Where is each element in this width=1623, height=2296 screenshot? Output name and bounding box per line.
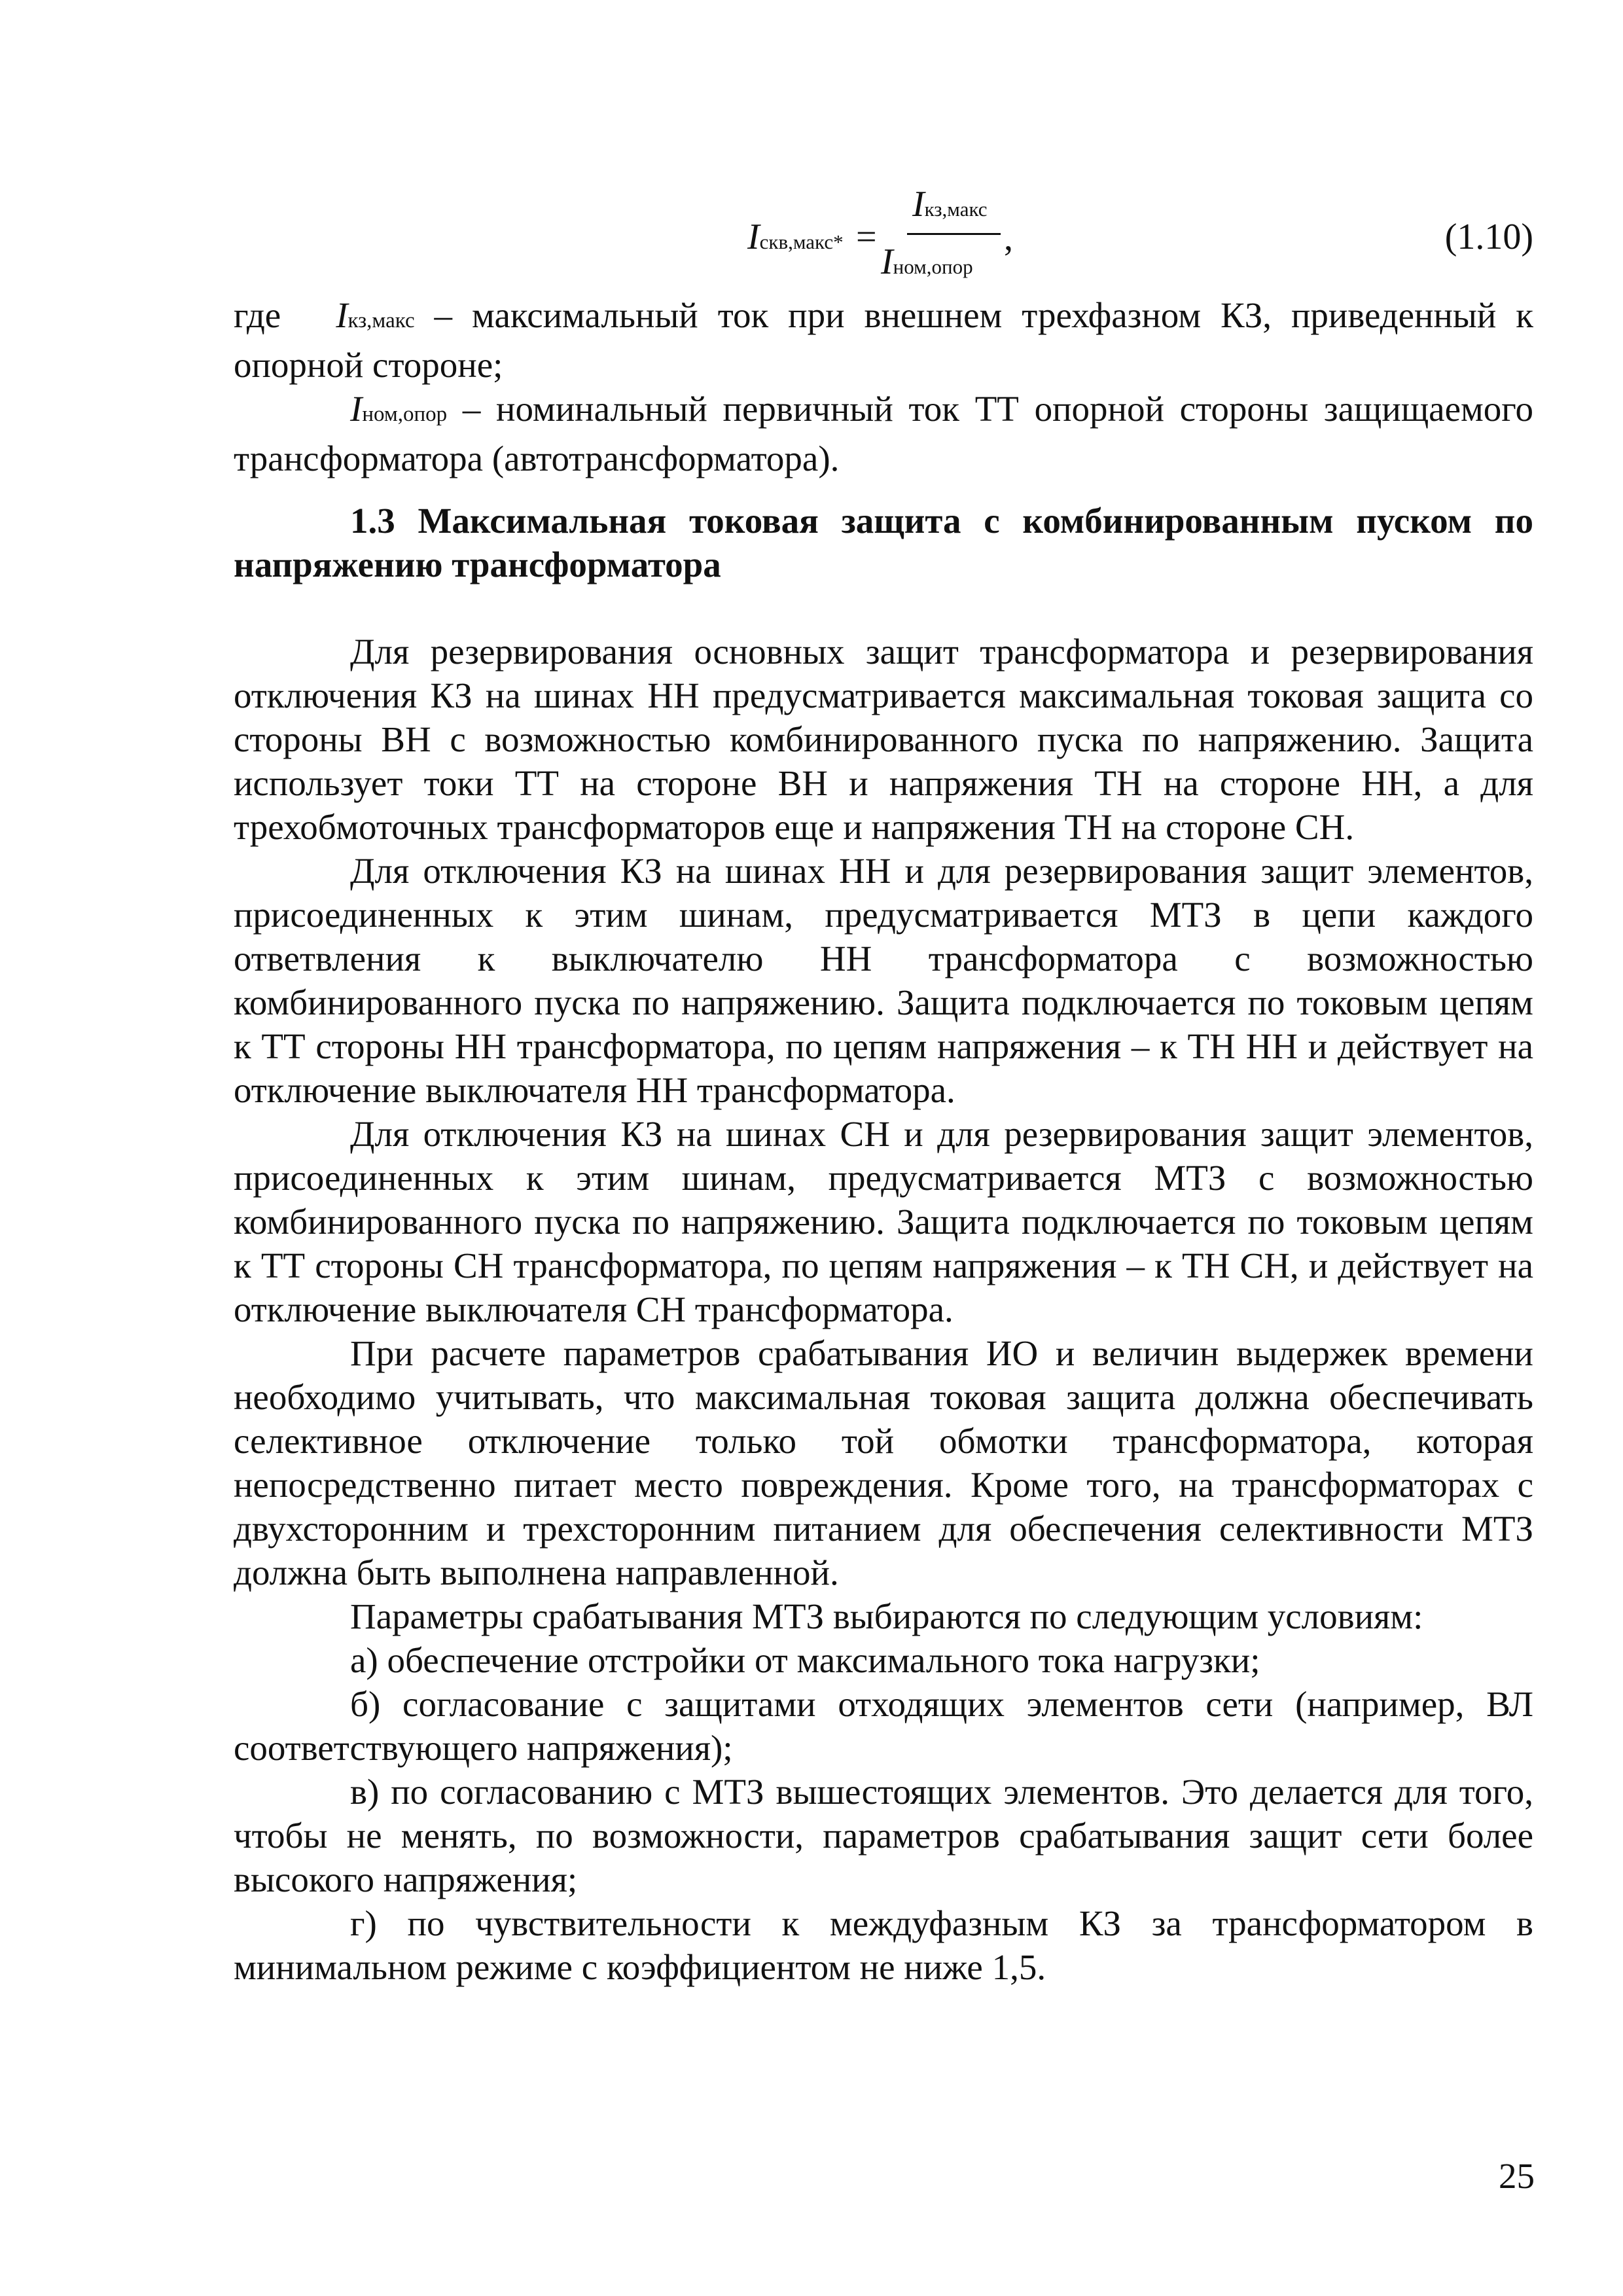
where-block xyxy=(234,293,1533,480)
list-item-c: в) по согласованию с МТЗ вышестоящих элементов. Это делается для того, чтобы не менять, по возможности, параметров срабатывания защит сети более высокого напряжения; xyxy=(234,1772,1533,1899)
formula-equals: = xyxy=(856,217,877,257)
formula-1-10 xyxy=(0,183,1623,295)
formula-denominator: Iном,опор xyxy=(881,242,973,282)
equation-number: (1.10) xyxy=(1444,217,1533,257)
paragraph-4: При расчете параметров срабатывания ИО и величин выдержек времени необходимо учитывать, что максимальная токовая защита должна обеспечивать селективное отключение только той обмотки трансформатора, которая непосредственно питает место повреждения. Кроме того, на трансформаторах с двухсторонним и трехсторонним питанием для обеспечения селективности МТЗ должна быть выполнена направленной. xyxy=(234,1333,1533,1592)
formula-lhs: Iскв,макс* xyxy=(747,217,844,257)
page-number: 25 xyxy=(1499,2156,1535,2196)
paragraph-1: Для резервирования основных защит трансформатора и резервирования отключения КЗ на шинах НН предусматривается максимальная токовая защита со стороны ВН с возможностью комбинированного пуска по напряжению. Защита использует токи ТТ на стороне ВН и напряжения ТН на стороне НН, а для трехобмоточных трансформаторов еще и напряжения ТН на стороне СН. xyxy=(234,632,1533,847)
body-text xyxy=(234,630,1533,1989)
formula-comma: , xyxy=(1004,218,1013,259)
paragraph-2: Для отключения КЗ на шинах НН и для резервирования защит элементов, присоединенных к этим шинам, предусматривается МТЗ в цепи каждого ответвления к выключателю НН трансформатора с возможностью комбинированного пуска по напряжению. Защита подключается по токовым цепям к ТТ стороны НН трансформатора, по цепям напряжения – к ТН НН и действует на отключение выключателя НН трансформатора. xyxy=(234,851,1533,1110)
list-item-a: а) обеспечение отстройки от максимального тока нагрузки; xyxy=(350,1640,1260,1680)
where-word: где xyxy=(234,295,281,335)
paragraph-5: Параметры срабатывания МТЗ выбираются по следующим условиям: xyxy=(350,1596,1423,1636)
paragraph-3: Для отключения КЗ на шинах СН и для резервирования защит элементов, присоединенных к этим шинам, предусматривается МТЗ с возможностью комбинированного пуска по напряжению. Защита подключается по токовым цепям к ТТ стороны СН трансформатора, по цепям напряжения – к ТН СН, и действует на отключение выключателя СН трансформатора. xyxy=(234,1114,1533,1329)
fraction-bar xyxy=(907,233,1001,235)
where-item-1: где Iкз,макс – максимальный ток при внешнем трехфазном КЗ, приведенный к опорной стороне; xyxy=(234,295,1533,385)
list-item-b: б) согласование с защитами отходящих элементов сети (например, ВЛ соответствующего напряжения); xyxy=(234,1684,1533,1768)
list-item-d: г) по чувствительности к междуфазным КЗ за трансформатором в минимальном режиме с коэффициентом не ниже 1,5. xyxy=(234,1903,1533,1987)
where-item-2: Iном,опор – номинальный первичный ток ТТ опорной стороны защищаемого трансформатора (автотрансформатора). xyxy=(234,389,1533,478)
section-heading: 1.3 Максимальная токовая защита с комбинированным пуском по напряжению трансформатора xyxy=(234,501,1533,584)
formula-numerator: Iкз,макс xyxy=(912,184,988,224)
